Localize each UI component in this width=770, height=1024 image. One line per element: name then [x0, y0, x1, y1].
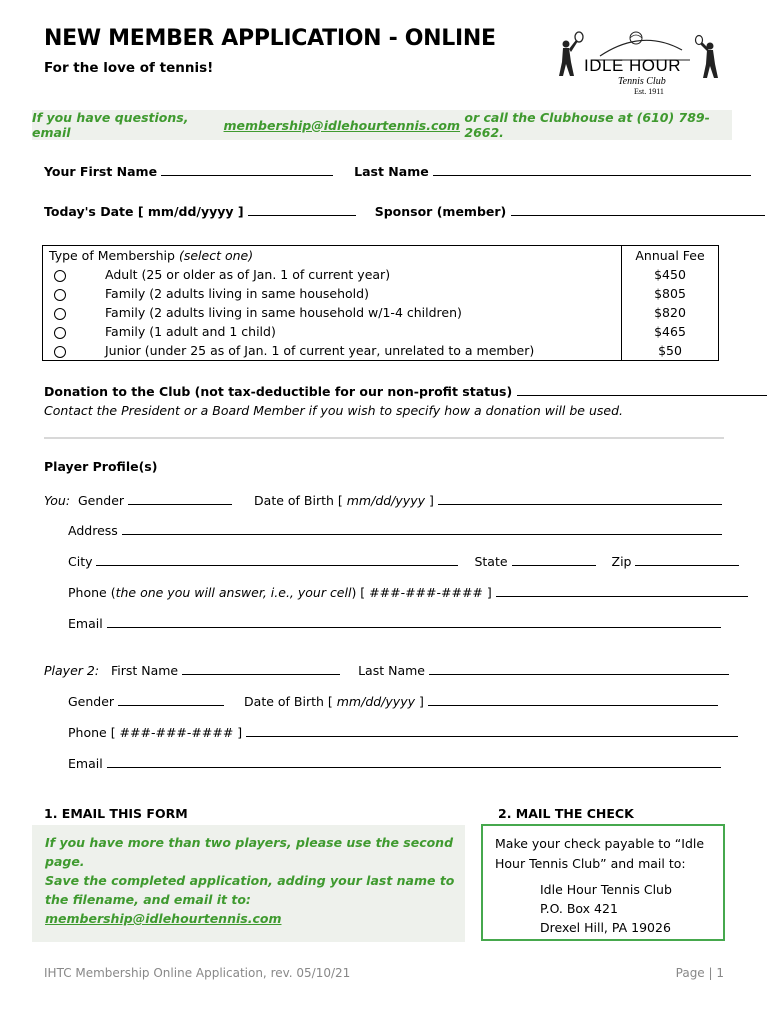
dob-format: mm/dd/yyyy — [346, 493, 425, 508]
player2-last-name-label: Last Name — [358, 663, 425, 678]
membership-option-fee: $820 — [622, 303, 719, 322]
page-title: NEW MEMBER APPLICATION - ONLINE — [44, 26, 496, 51]
player2-email-row — [68, 755, 721, 771]
player2-phone-field[interactable] — [246, 724, 738, 737]
donation-field[interactable] — [517, 383, 767, 396]
logo-established: Est. 1911 — [634, 87, 664, 96]
player2-gender-field[interactable] — [118, 693, 224, 706]
player2-phone-row — [68, 724, 738, 740]
date-sponsor-row — [44, 203, 765, 219]
membership-option-row[interactable] — [43, 303, 719, 322]
player2-email-label: Email — [68, 756, 103, 771]
membership-table — [42, 245, 719, 361]
you-label: You: — [44, 493, 71, 508]
membership-option-row[interactable] — [43, 284, 719, 303]
you-dob-field[interactable] — [438, 492, 722, 505]
membership-option-label: Junior (under 25 as of Jan. 1 of current year, unrelated to a member) — [105, 343, 535, 358]
membership-type-header — [43, 246, 622, 266]
player2-dob-label: Date of Birth [ — [244, 694, 333, 709]
you-email-field[interactable] — [107, 615, 721, 628]
membership-option-fee: $50 — [622, 341, 719, 361]
player2-first-name-field[interactable] — [182, 662, 340, 675]
check-payable-text: Make your check payable to “Idle Hour Tennis Club” and mail to: — [495, 836, 705, 871]
contact-suffix: or call the Clubhouse at (610) 789-2662. — [464, 110, 710, 140]
player2-gender-dob-row — [68, 693, 718, 709]
footer-revision: IHTC Membership Online Application, rev. 05/10/21 — [44, 966, 351, 980]
membership-option-row[interactable] — [43, 341, 719, 361]
email-label: Email — [68, 616, 103, 631]
you-gender-field[interactable] — [128, 492, 232, 505]
address-line-2: P.O. Box 421 — [540, 901, 618, 916]
donation-label: Donation to the Club (not tax-deductible for our non-profit status) — [44, 384, 513, 399]
membership-option-fee: $450 — [622, 265, 719, 284]
zip-label: Zip — [611, 554, 632, 569]
phone-note: the one you will answer, i.e., your cell — [115, 585, 352, 600]
dob-close: ] — [428, 493, 434, 508]
you-gender-dob-row — [44, 492, 722, 508]
city-state-zip-row — [68, 553, 739, 569]
radio-button[interactable] — [54, 327, 66, 339]
dob-label: Date of Birth [ — [254, 493, 343, 508]
state-label: State — [474, 554, 508, 569]
section-divider — [44, 437, 724, 439]
donation-row — [44, 383, 767, 399]
last-name-label: Last Name — [354, 164, 429, 179]
applicant-name-row — [44, 163, 751, 179]
address-label: Address — [68, 523, 118, 538]
phone-format: ) [ ###-###-#### ] — [351, 585, 492, 600]
club-logo — [552, 26, 722, 96]
state-field[interactable] — [512, 553, 596, 566]
player2-label: Player 2: — [44, 663, 100, 678]
player2-dob-close: ] — [418, 694, 424, 709]
membership-option-label: Family (1 adult and 1 child) — [105, 324, 276, 339]
radio-button[interactable] — [54, 289, 66, 301]
phone-label: Phone ( — [68, 585, 116, 600]
you-email-row — [68, 615, 721, 631]
membership-option-label: Family (2 adults living in same household w/1-4 children) — [105, 305, 462, 320]
address-line-3: Drexel Hill, PA 19026 — [540, 920, 671, 935]
radio-button[interactable] — [54, 346, 66, 358]
membership-email-link[interactable]: membership@idlehourtennis.com — [45, 911, 282, 926]
logo-name: IDLE HOUR — [584, 56, 682, 75]
multiple-players-note: If you have more than two players, please use the second page. — [45, 835, 454, 869]
first-name-field[interactable] — [161, 163, 333, 176]
membership-option-row[interactable] — [43, 265, 719, 284]
gender-label: Gender — [78, 493, 125, 508]
membership-type-note: (select one) — [178, 248, 254, 263]
radio-button[interactable] — [54, 270, 66, 282]
donation-note: Contact the President or a Board Member if you wish to specify how a donation will be used. — [44, 403, 623, 418]
step2-heading: 2. MAIL THE CHECK — [498, 806, 634, 821]
player2-gender-label: Gender — [68, 694, 115, 709]
step1-heading: 1. EMAIL THIS FORM — [44, 806, 188, 821]
sponsor-field[interactable] — [511, 203, 765, 216]
player2-first-name-label: First Name — [110, 663, 179, 678]
address-row — [68, 522, 722, 538]
mail-check-box — [481, 824, 725, 941]
mailing-address — [540, 880, 672, 937]
you-phone-row — [68, 584, 748, 600]
footer-page-number: Page | 1 — [675, 966, 724, 980]
player2-dob-field[interactable] — [428, 693, 718, 706]
membership-option-label: Family (2 adults living in same household) — [105, 286, 369, 301]
city-label: City — [68, 554, 93, 569]
first-name-label: Your First Name — [44, 164, 158, 179]
membership-type-title: Type of Membership — [49, 248, 175, 263]
membership-table-header — [43, 246, 719, 266]
radio-button[interactable] — [54, 308, 66, 320]
membership-option-fee: $465 — [622, 322, 719, 341]
contact-email-link[interactable]: membership@idlehourtennis.com — [223, 117, 461, 133]
player2-phone-label: Phone [ ###-###-#### ] — [68, 725, 243, 740]
annual-fee-header: Annual Fee — [622, 246, 719, 266]
player-profiles-heading: Player Profile(s) — [44, 459, 158, 474]
membership-option-fee: $805 — [622, 284, 719, 303]
city-field[interactable] — [96, 553, 458, 566]
player2-dob-format: mm/dd/yyyy — [336, 694, 415, 709]
membership-option-label: Adult (25 or older as of Jan. 1 of current year) — [105, 267, 391, 282]
contact-prefix: If you have questions, email — [32, 110, 189, 140]
contact-info-band — [32, 110, 732, 140]
page-subtitle: For the love of tennis! — [44, 60, 214, 76]
address-field[interactable] — [122, 522, 722, 535]
membership-option-row[interactable] — [43, 322, 719, 341]
zip-field[interactable] — [635, 553, 739, 566]
player2-name-row — [44, 662, 729, 678]
todays-date-field[interactable] — [248, 203, 356, 216]
player2-email-field[interactable] — [107, 755, 721, 768]
save-instructions: Save the completed application, adding your last name to the filename, and email it to: — [45, 873, 455, 907]
player2-last-name-field[interactable] — [429, 662, 729, 675]
last-name-field[interactable] — [433, 163, 751, 176]
you-phone-field[interactable] — [496, 584, 748, 597]
logo-subtitle: Tennis Club — [618, 76, 666, 87]
sponsor-label: Sponsor (member) — [374, 204, 507, 219]
todays-date-label: Today's Date [ mm/dd/yyyy ] — [44, 204, 244, 219]
address-line-1: Idle Hour Tennis Club — [540, 882, 672, 897]
